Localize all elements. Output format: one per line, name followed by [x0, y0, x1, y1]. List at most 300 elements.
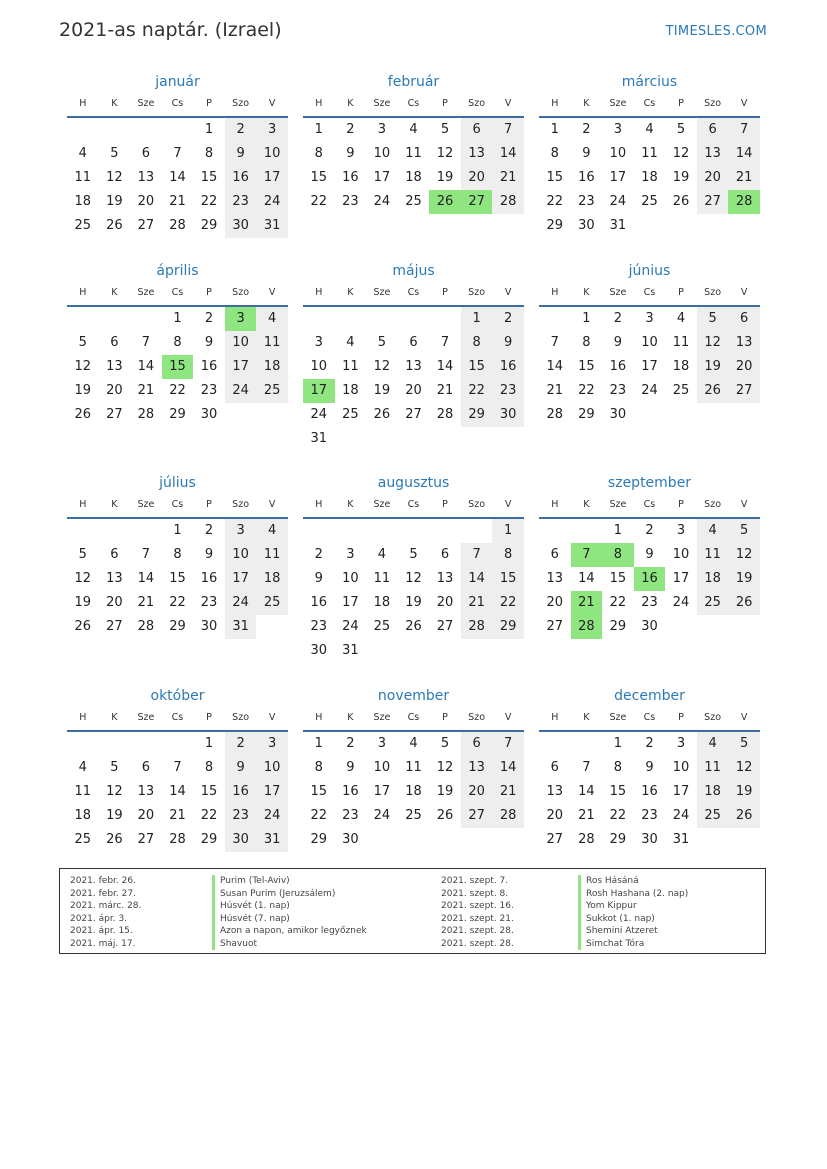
day-cell: 28	[137, 407, 155, 422]
day-cell: 29	[578, 407, 595, 422]
weekday-label: V	[740, 98, 748, 109]
day-cell: 14	[546, 359, 564, 374]
day-cell: 25	[405, 194, 422, 209]
day-cell: 7	[728, 118, 760, 142]
weekday-label: H	[79, 499, 87, 510]
day-cell: 14	[137, 359, 155, 374]
day-cell: 5	[377, 335, 387, 350]
day-cell: 10	[225, 543, 257, 567]
day-cell: 23	[342, 194, 359, 209]
weekday-label: V	[504, 287, 512, 298]
day-cell: 22	[492, 591, 524, 615]
empty-cell	[67, 307, 99, 331]
day-cell: 28	[436, 407, 454, 422]
day-cell: 31	[256, 214, 288, 238]
weekday-label: V	[268, 287, 276, 298]
empty-cell	[130, 307, 162, 331]
day-cell: 31	[342, 643, 359, 658]
day-cell: 27	[697, 190, 729, 214]
day-cell: 19	[74, 595, 92, 610]
day-cell: 20	[728, 355, 760, 379]
day-cell: 2	[582, 122, 591, 137]
day-cell: 29	[461, 403, 493, 427]
day-cell: 22	[546, 194, 564, 209]
day-cell: 6	[461, 732, 493, 756]
empty-cell	[99, 307, 131, 331]
empty-cell	[429, 519, 461, 543]
day-cell: 15	[200, 784, 218, 799]
day-cell: 2	[225, 118, 257, 142]
weekday-label: Szo	[232, 499, 250, 510]
day-cell: 23	[342, 808, 359, 823]
day-cell: 15	[609, 571, 627, 586]
day-cell: 14	[492, 142, 524, 166]
legend-holiday-name: Yom Kippur	[578, 900, 688, 913]
day-cell: 3	[346, 547, 355, 562]
legend-holiday-name: Húsvét (1. nap)	[212, 900, 367, 913]
day-cell: 22	[169, 383, 186, 398]
legend-holiday-name: Azon a napon, amikor legyőznek	[212, 925, 367, 938]
weekday-label: H	[79, 712, 87, 723]
day-cell: 22	[609, 595, 627, 610]
holiday-day-cell: 16	[634, 567, 666, 591]
day-cell: 25	[74, 832, 92, 847]
empty-cell	[539, 307, 571, 331]
day-cell: 7	[173, 146, 182, 161]
day-cell: 24	[641, 383, 658, 398]
day-cell: 22	[461, 379, 493, 403]
weekday-label: P	[442, 287, 448, 298]
weekday-header	[67, 281, 288, 307]
day-grid	[539, 307, 760, 427]
day-cell: 6	[728, 307, 760, 331]
day-cell: 9	[204, 547, 214, 562]
holiday-day-cell: 28	[571, 615, 603, 639]
legend-dates-left	[70, 875, 141, 950]
day-cell: 17	[225, 567, 257, 591]
day-grid	[303, 118, 524, 214]
day-cell: 27	[728, 379, 760, 403]
day-cell: 9	[492, 331, 524, 355]
weekday-label: Cs	[643, 712, 656, 723]
day-cell: 30	[492, 403, 524, 427]
day-cell: 26	[405, 619, 422, 634]
day-cell: 6	[110, 335, 119, 350]
day-cell: 5	[78, 335, 87, 350]
day-cell: 27	[461, 804, 493, 828]
day-cell: 10	[641, 335, 658, 350]
empty-cell	[539, 519, 571, 543]
empty-cell	[571, 732, 603, 756]
day-cell: 20	[461, 780, 493, 804]
day-cell: 31	[609, 218, 627, 233]
weekday-label: V	[268, 499, 276, 510]
day-cell: 26	[74, 619, 92, 634]
weekday-label: P	[678, 98, 684, 109]
legend-date: 2021. ápr. 15.	[70, 926, 133, 936]
day-cell: 25	[373, 619, 391, 634]
weekday-label: Sze	[609, 499, 627, 510]
weekday-label: Szo	[232, 712, 250, 723]
day-cell: 14	[169, 170, 186, 185]
weekday-label: K	[347, 287, 354, 298]
weekday-label: P	[206, 287, 212, 298]
day-cell: 7	[440, 335, 450, 350]
weekday-label: Sze	[609, 712, 627, 723]
day-cell: 11	[373, 571, 391, 586]
weekday-label: H	[551, 98, 559, 109]
day-cell: 12	[106, 170, 123, 185]
month-name: február	[387, 74, 440, 90]
empty-cell	[398, 307, 430, 331]
day-cell: 25	[697, 804, 729, 828]
day-cell: 7	[141, 335, 151, 350]
day-cell: 1	[314, 122, 323, 137]
empty-cell	[571, 519, 603, 543]
month-6	[539, 261, 760, 427]
day-cell: 18	[256, 567, 288, 591]
day-cell: 4	[377, 547, 387, 562]
legend-holiday-name: Shemini Atzeret	[578, 925, 688, 938]
day-cell: 20	[405, 383, 422, 398]
weekday-label: K	[347, 499, 354, 510]
day-cell: 19	[697, 355, 729, 379]
day-cell: 23	[200, 595, 218, 610]
day-cell: 2	[225, 732, 257, 756]
day-cell: 9	[645, 760, 654, 775]
weekday-label: P	[442, 98, 448, 109]
month-name: május	[392, 263, 435, 279]
month-name: április	[156, 263, 199, 279]
day-cell: 1	[204, 122, 214, 137]
day-cell: 16	[578, 170, 595, 185]
day-cell: 19	[672, 170, 690, 185]
month-name: augusztus	[377, 475, 450, 491]
weekday-label: K	[111, 712, 118, 723]
day-cell: 5	[697, 307, 729, 331]
day-cell: 14	[578, 571, 595, 586]
holiday-legend	[59, 868, 766, 954]
empty-cell	[335, 307, 367, 331]
legend-date: 2021. febr. 27.	[70, 888, 136, 899]
day-cell: 5	[110, 146, 119, 161]
legend-date: 2021. szept. 21.	[441, 913, 514, 924]
weekday-label: K	[111, 98, 118, 109]
holiday-day-cell: 3	[225, 307, 257, 331]
day-cell: 5	[440, 122, 450, 137]
day-cell: 15	[578, 359, 595, 374]
day-cell: 27	[405, 407, 422, 422]
month-10	[67, 686, 288, 852]
day-cell: 14	[728, 142, 760, 166]
day-cell: 18	[672, 359, 690, 374]
weekday-label: Sze	[609, 98, 627, 109]
month-3	[539, 72, 760, 238]
weekday-label: Szo	[704, 712, 722, 723]
legend-holiday-name: Susan Purim (Jeruzsálem)	[212, 888, 367, 901]
day-cell: 20	[461, 166, 493, 190]
day-cell: 27	[106, 619, 123, 634]
day-cell: 28	[578, 832, 595, 847]
day-cell: 4	[645, 122, 654, 137]
day-grid	[539, 732, 760, 852]
day-grid	[67, 519, 288, 639]
weekday-label: V	[740, 712, 748, 723]
day-cell: 12	[436, 146, 454, 161]
day-cell: 31	[256, 828, 288, 852]
legend-date: 2021. szept. 28.	[441, 938, 514, 949]
weekday-label: H	[315, 712, 323, 723]
day-cell: 2	[346, 736, 355, 751]
day-cell: 26	[728, 591, 760, 615]
day-cell: 17	[609, 170, 627, 185]
day-cell: 9	[346, 760, 355, 775]
day-cell: 13	[546, 784, 564, 799]
day-cell: 11	[74, 170, 92, 185]
day-cell: 24	[225, 591, 257, 615]
day-cell: 30	[310, 643, 328, 658]
weekday-label: V	[504, 499, 512, 510]
weekday-label: K	[111, 287, 118, 298]
day-cell: 17	[256, 166, 288, 190]
day-cell: 12	[728, 543, 760, 567]
day-cell: 18	[641, 170, 658, 185]
empty-cell	[67, 118, 99, 142]
day-cell: 26	[672, 194, 690, 209]
day-cell: 6	[110, 547, 119, 562]
day-cell: 29	[169, 407, 186, 422]
month-name: szeptember	[607, 475, 692, 491]
weekday-label: P	[678, 499, 684, 510]
weekday-label: K	[583, 712, 590, 723]
day-cell: 17	[256, 780, 288, 804]
day-cell: 30	[342, 832, 359, 847]
weekday-label: Sze	[137, 712, 155, 723]
day-grid	[303, 732, 524, 852]
day-cell: 1	[173, 311, 182, 326]
day-cell: 21	[728, 166, 760, 190]
day-cell: 27	[546, 619, 564, 634]
day-cell: 7	[582, 760, 591, 775]
empty-cell	[398, 519, 430, 543]
weekday-label: Sze	[373, 499, 391, 510]
weekday-label: Szo	[468, 712, 486, 723]
day-cell: 5	[728, 732, 760, 756]
day-cell: 23	[609, 383, 627, 398]
day-cell: 10	[256, 756, 288, 780]
weekday-label: V	[268, 98, 276, 109]
day-cell: 10	[256, 142, 288, 166]
day-cell: 23	[492, 379, 524, 403]
day-cell: 31	[672, 832, 690, 847]
day-cell: 20	[106, 383, 123, 398]
day-cell: 6	[409, 335, 418, 350]
day-cell: 16	[342, 170, 359, 185]
day-cell: 9	[204, 335, 214, 350]
legend-names-left	[212, 875, 367, 950]
legend-date: 2021. szept. 8.	[441, 888, 509, 899]
day-cell: 1	[204, 736, 214, 751]
day-cell: 12	[728, 756, 760, 780]
day-cell: 28	[492, 190, 524, 214]
day-cell: 27	[106, 407, 123, 422]
day-cell: 14	[137, 571, 155, 586]
empty-cell	[67, 732, 99, 756]
weekday-label: P	[206, 499, 212, 510]
day-cell: 26	[728, 804, 760, 828]
day-cell: 24	[609, 194, 627, 209]
day-cell: 30	[225, 214, 257, 238]
day-cell: 1	[582, 311, 591, 326]
day-cell: 25	[342, 407, 359, 422]
day-cell: 10	[609, 146, 627, 161]
day-cell: 13	[461, 142, 493, 166]
day-cell: 17	[225, 355, 257, 379]
day-cell: 11	[342, 359, 359, 374]
day-cell: 5	[110, 760, 119, 775]
month-name: január	[155, 74, 200, 90]
day-cell: 8	[204, 760, 214, 775]
month-7	[67, 473, 288, 639]
weekday-label: P	[206, 98, 212, 109]
weekday-label: P	[442, 499, 448, 510]
day-cell: 30	[578, 218, 595, 233]
day-cell: 30	[641, 832, 658, 847]
day-cell: 2	[204, 311, 214, 326]
weekday-label: H	[315, 98, 323, 109]
day-cell: 13	[436, 571, 454, 586]
day-cell: 5	[440, 736, 450, 751]
day-cell: 3	[256, 732, 288, 756]
day-cell: 22	[310, 194, 328, 209]
day-cell: 10	[225, 331, 257, 355]
day-cell: 19	[728, 780, 760, 804]
empty-cell	[303, 519, 335, 543]
day-cell: 30	[641, 619, 658, 634]
day-cell: 6	[141, 760, 151, 775]
weekday-label: Sze	[373, 287, 391, 298]
day-cell: 16	[225, 780, 257, 804]
day-cell: 9	[314, 571, 323, 586]
day-cell: 15	[310, 170, 328, 185]
day-cell: 17	[342, 595, 359, 610]
day-cell: 4	[346, 335, 355, 350]
day-cell: 20	[137, 194, 155, 209]
day-grid	[67, 732, 288, 852]
weekday-label: K	[347, 712, 354, 723]
empty-cell	[461, 519, 493, 543]
empty-cell	[67, 519, 99, 543]
weekday-label: H	[315, 287, 323, 298]
day-cell: 11	[672, 335, 690, 350]
day-cell: 28	[546, 407, 564, 422]
day-cell: 15	[461, 355, 493, 379]
weekday-header	[67, 493, 288, 519]
day-cell: 6	[550, 760, 559, 775]
weekday-label: H	[551, 287, 559, 298]
day-cell: 20	[436, 595, 454, 610]
month-name: július	[159, 475, 196, 491]
day-cell: 1	[314, 736, 323, 751]
month-9	[539, 473, 760, 639]
day-cell: 10	[672, 760, 690, 775]
empty-cell	[99, 732, 131, 756]
day-cell: 29	[200, 832, 218, 847]
day-cell: 11	[256, 543, 288, 567]
day-cell: 4	[256, 519, 288, 543]
day-cell: 10	[342, 571, 359, 586]
legend-date: 2021. szept. 7.	[441, 876, 509, 886]
day-cell: 13	[137, 784, 155, 799]
day-cell: 8	[314, 760, 323, 775]
day-cell: 21	[546, 383, 564, 398]
empty-cell	[130, 118, 162, 142]
day-cell: 9	[613, 335, 623, 350]
day-cell: 8	[582, 335, 591, 350]
weekday-label: Cs	[171, 287, 184, 298]
day-cell: 19	[373, 383, 391, 398]
day-cell: 17	[672, 784, 690, 799]
day-cell: 1	[173, 523, 182, 538]
legend-holiday-name: Rosh Hashana (2. nap)	[578, 888, 688, 901]
legend-date: 2021. szept. 28.	[441, 926, 514, 936]
day-grid	[303, 519, 524, 663]
day-cell: 23	[310, 619, 328, 634]
day-cell: 19	[436, 784, 454, 799]
day-cell: 24	[672, 595, 690, 610]
day-cell: 6	[550, 547, 559, 562]
day-cell: 3	[225, 519, 257, 543]
month-8	[303, 473, 524, 663]
weekday-header	[303, 706, 524, 732]
day-cell: 21	[436, 383, 454, 398]
day-cell: 13	[697, 142, 729, 166]
day-cell: 29	[609, 832, 627, 847]
day-cell: 15	[200, 170, 218, 185]
month-name: november	[377, 688, 450, 704]
day-cell: 22	[169, 595, 186, 610]
day-cell: 18	[373, 595, 391, 610]
day-cell: 2	[645, 736, 654, 751]
month-11	[303, 686, 524, 852]
day-cell: 19	[728, 567, 760, 591]
day-cell: 17	[672, 571, 690, 586]
day-cell: 20	[137, 808, 155, 823]
day-cell: 22	[200, 194, 218, 209]
day-cell: 2	[204, 523, 214, 538]
day-cell: 11	[405, 146, 422, 161]
holiday-day-cell: 17	[303, 379, 335, 403]
day-cell: 18	[342, 383, 359, 398]
day-cell: 25	[256, 379, 288, 403]
brand-logo-text[interactable]: TIMESLES.COM	[665, 24, 767, 39]
day-cell: 10	[373, 146, 391, 161]
day-cell: 18	[74, 808, 92, 823]
day-cell: 18	[697, 567, 729, 591]
day-cell: 18	[697, 780, 729, 804]
day-cell: 11	[641, 146, 658, 161]
weekday-label: Cs	[171, 499, 184, 510]
day-cell: 13	[405, 359, 422, 374]
day-cell: 19	[106, 808, 123, 823]
weekday-label: Szo	[704, 98, 722, 109]
weekday-label: Cs	[407, 98, 420, 109]
empty-cell	[429, 307, 461, 331]
day-cell: 16	[609, 359, 627, 374]
day-cell: 7	[492, 118, 524, 142]
weekday-label: Sze	[137, 287, 155, 298]
month-12	[539, 686, 760, 852]
